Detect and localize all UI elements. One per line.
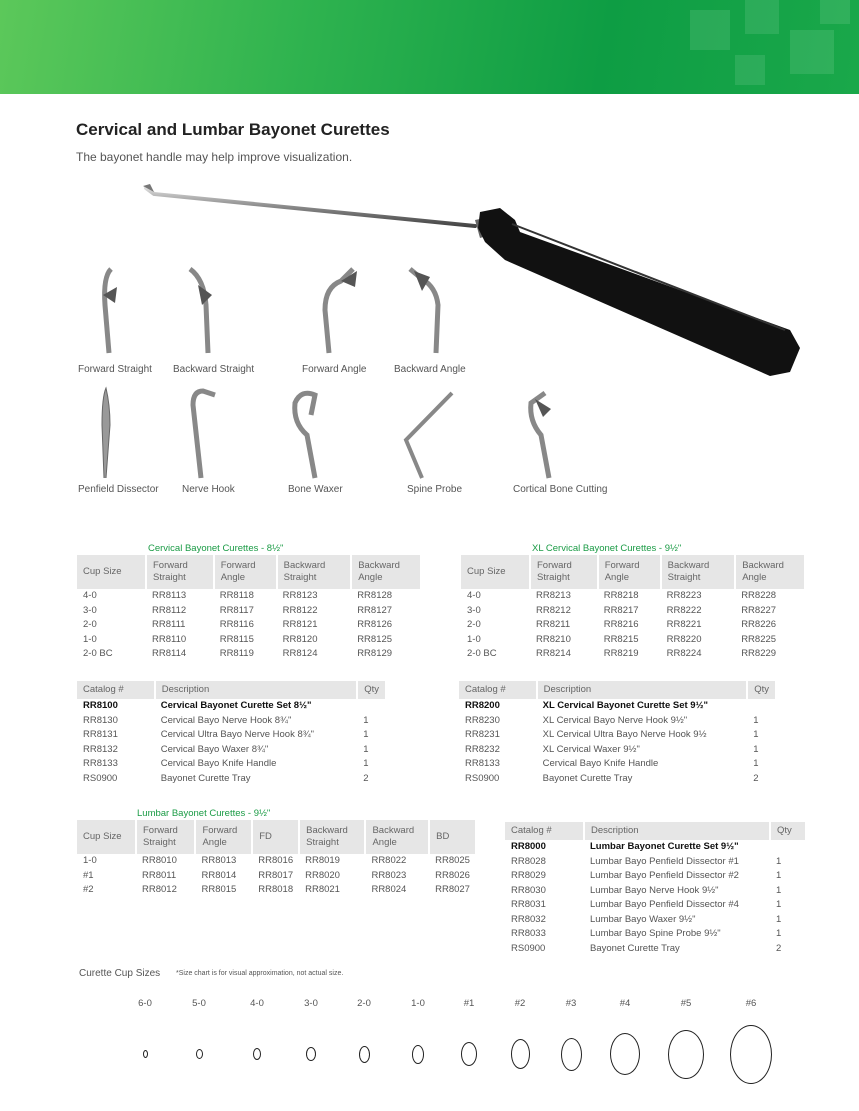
cup-size-label: 1-0 — [411, 998, 425, 1009]
col-backward-angle: Backward Angle — [735, 555, 805, 589]
col-qty: Qty — [770, 822, 806, 840]
table-cell: Cervical Bayo Waxer 8¾" — [160, 743, 269, 755]
table-cell: Cervical Bayo Knife Handle — [160, 758, 277, 769]
col-cup-size: Cup Size — [461, 555, 530, 589]
table-cell: RR8117 — [219, 604, 254, 616]
table-row — [459, 772, 776, 787]
table-cell: RR8200 — [465, 700, 500, 711]
table-cell: RR8014 — [201, 869, 237, 881]
col-forward-angle: Forward Angle — [214, 555, 277, 589]
table-cell: Bayonet Curette Tray — [160, 772, 251, 784]
table-row — [459, 699, 776, 714]
col-cup-size: Cup Size — [77, 820, 136, 854]
table-cell: RR8231 — [465, 729, 500, 740]
cup-size-circle — [196, 1049, 203, 1059]
table-cell: Lumbar Bayo Penfield Dissector #4 — [590, 899, 739, 910]
table-cell: RR8123 — [282, 590, 318, 601]
table-cell: RR8124 — [282, 648, 318, 659]
xl-cervical-section-title: XL Cervical Bayonet Curettes - 9½" — [532, 543, 682, 554]
xl-cervical-curettes-table — [461, 555, 806, 662]
cup-size-circle — [610, 1033, 640, 1075]
table-cell: RS0900 — [465, 772, 500, 784]
cup-size-circle — [730, 1025, 772, 1084]
table-cell: 1 — [753, 743, 759, 755]
table-cell: RR8213 — [536, 590, 571, 601]
cup-size-label: #5 — [680, 998, 692, 1009]
table-cell: RR8219 — [603, 648, 639, 659]
cup-sizes-title: Curette Cup Sizes — [79, 968, 161, 979]
table-cell: 1 — [776, 928, 782, 939]
table-cell: RR8125 — [357, 633, 393, 645]
col-description: Description — [155, 681, 357, 699]
table-cell: RR8218 — [603, 590, 639, 601]
table-cell — [747, 699, 776, 714]
table-cell: RR8023 — [371, 869, 407, 881]
table-cell: RR8227 — [741, 604, 777, 616]
table-cell: 1-0 — [467, 633, 481, 645]
tip-label-forward-straight: Forward Straight — [78, 364, 152, 375]
col-description: Description — [584, 822, 770, 840]
table-cell: RR8221 — [666, 619, 702, 630]
table-cell: RR8127 — [357, 604, 393, 616]
table-cell: RS0900 — [83, 772, 118, 784]
table-cell: RR8228 — [741, 590, 777, 601]
table-cell: 1 — [363, 743, 369, 755]
table-row — [459, 743, 776, 758]
table-row — [77, 772, 386, 787]
table-cell: RR8000 — [511, 841, 546, 852]
table-row — [77, 589, 421, 604]
table-cell: RR8121 — [282, 619, 318, 630]
cup-size-circle — [511, 1039, 530, 1069]
table-cell: Lumbar Bayo Spine Probe 9½" — [590, 928, 721, 939]
table-cell: XL Cervical Ultra Bayo Nerve Hook 9½ — [542, 729, 707, 740]
table-cell: Cervical Bayo Knife Handle — [542, 758, 659, 769]
table-cell: 2-0 — [83, 619, 97, 630]
table-cell: RR8019 — [305, 855, 340, 866]
cortical-bone-cutting-tip-image — [515, 385, 565, 480]
table-cell: RR8026 — [435, 869, 470, 881]
table-cell: 4-0 — [467, 590, 481, 601]
col-catalog: Catalog # — [77, 681, 155, 699]
table-cell: RR8018 — [258, 884, 294, 895]
table-cell: RR8113 — [152, 590, 187, 601]
table-cell: 1 — [753, 758, 759, 769]
table-cell: RR8225 — [741, 633, 777, 645]
page-title: Cervical and Lumbar Bayonet Curettes — [76, 120, 390, 139]
table-cell: RR8111 — [152, 619, 186, 630]
table-cell: Bayonet Curette Tray — [542, 772, 633, 784]
table-cell: XL Cervical Bayo Nerve Hook 9½" — [542, 714, 688, 726]
table-cell: RR8220 — [666, 633, 702, 645]
table-row — [505, 942, 806, 957]
table-cell: 1 — [776, 870, 782, 881]
cup-size-label: 3-0 — [304, 998, 318, 1009]
table-row — [77, 699, 386, 714]
table-row — [461, 618, 805, 633]
forward-straight-tip-image — [95, 265, 135, 355]
col-qty: Qty — [357, 681, 386, 699]
table-cell: RR8133 — [465, 758, 500, 769]
table-cell: RR8132 — [83, 743, 118, 755]
table-row — [505, 855, 806, 870]
table-row — [77, 757, 386, 772]
cup-size-label: 2-0 — [357, 998, 371, 1009]
table-cell: Lumbar Bayo Waxer 9½" — [590, 913, 696, 925]
table-cell: 1 — [753, 729, 759, 740]
table-cell: Lumbar Bayonet Curette Set 9½" — [590, 841, 739, 852]
table-row — [77, 743, 386, 758]
table-row — [459, 714, 776, 729]
col-forward-angle: Forward Angle — [598, 555, 661, 589]
forward-angle-tip-image — [315, 265, 365, 355]
table-cell: 1 — [363, 714, 369, 726]
bone-waxer-tip-image — [285, 385, 335, 480]
table-row — [77, 714, 386, 729]
table-cell: Bayonet Curette Tray — [590, 942, 680, 954]
nerve-hook-tip-image — [185, 385, 225, 480]
col-backward-angle: Backward Angle — [365, 820, 429, 854]
col-forward-straight: Forward Straight — [146, 555, 214, 589]
table-cell: RR8126 — [357, 619, 393, 630]
tip-label-cortical-bone-cutting: Cortical Bone Cutting — [513, 484, 608, 495]
col-backward-straight: Backward Straight — [299, 820, 365, 854]
cup-size-label: #4 — [619, 998, 631, 1009]
cup-size-circle — [668, 1030, 704, 1079]
table-cell: Cervical Ultra Bayo Nerve Hook 8¾" — [160, 729, 315, 740]
table-cell: 1 — [776, 855, 782, 867]
table-row — [505, 927, 806, 942]
table-row — [461, 647, 805, 662]
table-cell: RR8214 — [536, 648, 571, 659]
table-cell: RR8032 — [511, 913, 546, 925]
table-cell: RR8115 — [219, 633, 254, 645]
table-cell: 1 — [363, 758, 369, 769]
page-subtitle: The bayonet handle may help improve visualization. — [76, 150, 353, 164]
table-cell: 2 — [753, 772, 759, 784]
cup-size-circle — [461, 1042, 477, 1066]
table-cell — [357, 699, 386, 714]
table-cell: RR8223 — [666, 590, 702, 601]
table-cell: RR8010 — [142, 855, 177, 866]
table-cell: RR8232 — [465, 743, 500, 755]
table-cell: Lumbar Bayo Nerve Hook 9½" — [590, 884, 719, 896]
table-cell: RR8112 — [152, 604, 187, 616]
table-cell: #1 — [83, 869, 94, 881]
table-row — [77, 618, 421, 633]
table-cell: Cervical Bayonet Curette Set 8½" — [160, 700, 312, 711]
table-cell: 1-0 — [83, 633, 97, 645]
table-cell: RR8116 — [219, 619, 254, 630]
table-row — [77, 604, 421, 619]
table-row — [461, 604, 805, 619]
col-fd: FD — [252, 820, 299, 854]
table-cell: XL Cervical Bayonet Curette Set 9½" — [542, 700, 709, 711]
table-row — [461, 589, 805, 604]
table-cell: 2 — [363, 772, 369, 784]
cup-sizes-note: *Size chart is for visual approximation, not actual size. — [176, 970, 344, 977]
table-cell: Lumbar Bayo Penfield Dissector #1 — [590, 855, 739, 867]
cup-size-circle — [143, 1050, 148, 1058]
col-bd: BD — [429, 820, 476, 854]
table-row — [77, 647, 421, 662]
tip-label-forward-angle: Forward Angle — [302, 364, 367, 375]
table-cell: RR8031 — [511, 899, 546, 910]
table-row — [505, 840, 806, 855]
table-cell: RR8216 — [603, 619, 639, 630]
table-cell: RR8129 — [357, 648, 393, 659]
table-cell: RR8021 — [305, 884, 340, 895]
table-cell: 4-0 — [83, 590, 97, 601]
col-backward-straight: Backward Straight — [277, 555, 352, 589]
table-row — [505, 884, 806, 899]
table-cell: RR8033 — [511, 928, 546, 939]
table-cell: 1 — [363, 729, 369, 740]
table-cell: RR8024 — [371, 884, 407, 895]
table-cell: 1 — [776, 899, 782, 910]
cup-size-circle — [412, 1045, 424, 1064]
table-cell: 3-0 — [83, 604, 97, 616]
table-cell: RR8128 — [357, 590, 393, 601]
lumbar-curettes-table — [77, 820, 477, 898]
table-cell: RR8025 — [435, 855, 470, 866]
table-row — [77, 883, 476, 898]
cup-size-label: #3 — [565, 998, 577, 1009]
table-cell: 1 — [776, 884, 782, 896]
table-row — [505, 913, 806, 928]
tip-label-bone-waxer: Bone Waxer — [288, 484, 343, 495]
col-backward-angle: Backward Angle — [351, 555, 421, 589]
bayonet-curette-image — [140, 180, 810, 410]
table-cell: RR8020 — [305, 869, 340, 881]
cup-size-circle — [561, 1038, 582, 1071]
table-cell: RR8217 — [603, 604, 639, 616]
lumbar-section-title: Lumbar Bayonet Curettes - 9½" — [137, 808, 271, 819]
tip-label-spine-probe: Spine Probe — [407, 484, 463, 495]
table-row — [505, 869, 806, 884]
table-cell: #2 — [83, 884, 94, 895]
table-cell: 1 — [776, 913, 782, 925]
cup-size-circle — [359, 1046, 370, 1063]
col-backward-straight: Backward Straight — [661, 555, 736, 589]
tip-label-nerve-hook: Nerve Hook — [182, 484, 235, 495]
cup-size-circle — [306, 1047, 316, 1061]
cup-size-circle — [253, 1048, 261, 1060]
table-row — [461, 633, 805, 648]
table-cell: RR8211 — [536, 619, 571, 630]
table-row — [459, 728, 776, 743]
table-cell: RR8118 — [219, 590, 254, 601]
spine-probe-tip-image — [400, 385, 460, 480]
table-cell: RR8131 — [83, 729, 118, 740]
table-cell: RR8133 — [83, 758, 118, 769]
xl-cervical-set-table — [459, 681, 777, 786]
backward-angle-tip-image — [400, 265, 450, 355]
table-cell: 3-0 — [467, 604, 481, 616]
table-cell: RR8027 — [435, 884, 470, 895]
col-qty: Qty — [747, 681, 776, 699]
table-cell: RR8226 — [741, 619, 777, 630]
cup-size-label: 5-0 — [192, 998, 206, 1009]
table-cell: 2-0 BC — [83, 648, 113, 659]
cup-size-label: 6-0 — [138, 998, 152, 1009]
table-cell: RR8110 — [152, 633, 187, 645]
table-cell: RR8011 — [142, 869, 177, 881]
table-cell: RR8030 — [511, 884, 546, 896]
table-cell: RR8215 — [603, 633, 639, 645]
table-cell: RR8212 — [536, 604, 571, 616]
table-row — [77, 728, 386, 743]
table-cell: RR8114 — [152, 648, 187, 659]
table-cell: XL Cervical Waxer 9½" — [542, 743, 640, 755]
table-cell: RR8100 — [83, 700, 118, 711]
table-cell: RR8015 — [201, 884, 237, 895]
table-cell: RR8022 — [371, 855, 407, 866]
cervical-set-table — [77, 681, 387, 786]
table-row — [505, 898, 806, 913]
table-row — [77, 869, 476, 884]
table-cell: RR8028 — [511, 855, 546, 867]
lumbar-set-table — [505, 822, 807, 956]
table-cell: RR8122 — [282, 604, 318, 616]
table-cell — [770, 840, 806, 855]
table-cell: RR8230 — [465, 714, 500, 726]
table-cell: RR8016 — [258, 855, 294, 866]
table-cell: 1 — [753, 714, 759, 726]
col-catalog: Catalog # — [459, 681, 537, 699]
table-row — [77, 633, 421, 648]
table-row — [459, 757, 776, 772]
table-cell: 2-0 — [467, 619, 481, 630]
table-cell: Cervical Bayo Nerve Hook 8¾" — [160, 714, 292, 726]
table-row — [77, 854, 476, 869]
table-cell: Lumbar Bayo Penfield Dissector #2 — [590, 870, 739, 881]
table-cell: RR8119 — [219, 648, 254, 659]
table-cell: 1-0 — [83, 855, 97, 866]
table-cell: RR8229 — [741, 648, 777, 659]
col-forward-straight: Forward Straight — [136, 820, 195, 854]
table-cell: RR8029 — [511, 870, 546, 881]
col-forward-angle: Forward Angle — [195, 820, 252, 854]
col-forward-straight: Forward Straight — [530, 555, 598, 589]
table-cell: RR8017 — [258, 869, 294, 881]
penfield-dissector-tip-image — [90, 385, 120, 480]
table-cell: RR8222 — [666, 604, 702, 616]
table-cell: 2-0 BC — [467, 648, 497, 659]
header-banner — [0, 0, 859, 94]
table-cell: RS0900 — [511, 942, 546, 954]
table-cell: RR8210 — [536, 633, 571, 645]
table-cell: RR8012 — [142, 884, 177, 895]
tip-label-backward-straight: Backward Straight — [173, 364, 255, 375]
cervical-section-title: Cervical Bayonet Curettes - 8½" — [148, 543, 284, 554]
cervical-curettes-table — [77, 555, 422, 662]
table-cell: RR8013 — [201, 855, 237, 866]
cup-size-label: #1 — [463, 998, 475, 1009]
cup-size-label: #6 — [745, 998, 757, 1009]
cup-size-label: #2 — [514, 998, 526, 1009]
backward-straight-tip-image — [180, 265, 220, 355]
col-description: Description — [537, 681, 748, 699]
table-cell: RR8224 — [666, 648, 702, 659]
table-cell: RR8130 — [83, 714, 118, 726]
tip-label-backward-angle: Backward Angle — [394, 364, 466, 375]
table-cell: RR8120 — [282, 633, 318, 645]
tip-label-penfield-dissector: Penfield Dissector — [78, 484, 159, 495]
table-cell: 2 — [776, 942, 782, 954]
col-cup-size: Cup Size — [77, 555, 146, 589]
col-catalog: Catalog # — [505, 822, 584, 840]
cup-size-label: 4-0 — [250, 998, 264, 1009]
